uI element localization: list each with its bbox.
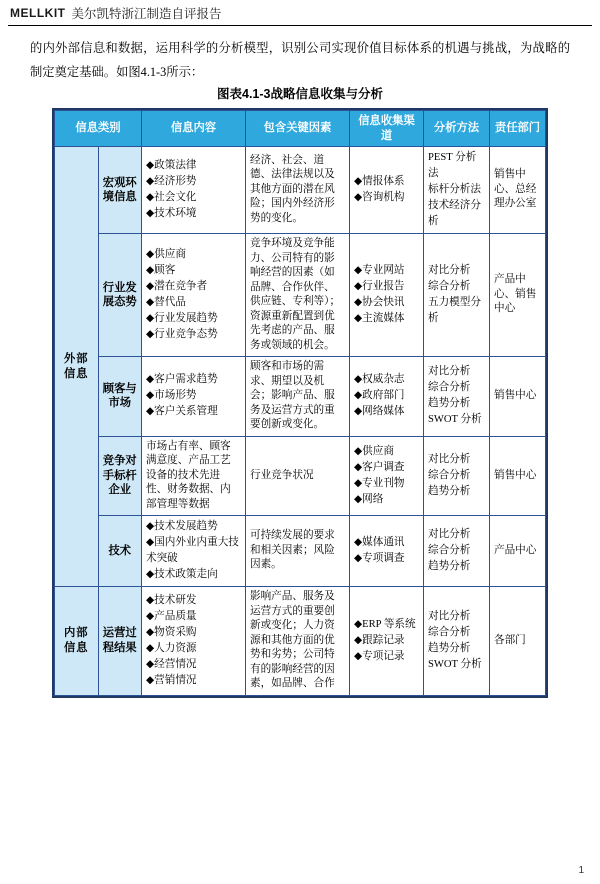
column-header-channel: 信息收集渠道 [350,111,424,147]
cell-channel: ◆供应商 ◆客户调查 ◆专业刊物 ◆网络 [350,436,424,516]
cell-channel: ◆情报体系 ◆咨询机构 [350,147,424,234]
cell-category-external: 外部信息 [55,147,99,587]
cell-factor: 行业竞争状况 [246,436,350,516]
cell-channel: ◆媒体通讯 ◆专项调查 [350,516,424,587]
cell-subcategory: 竞争对手标杆企业 [98,436,142,516]
cell-method: PEST 分析法 标杆分析法 技术经济分析 [424,147,490,234]
cell-method: 对比分析 综合分析 趋势分析 [424,436,490,516]
column-header-method: 分析方法 [424,111,490,147]
cell-subcategory: 运营过程结果 [98,587,142,696]
cell-factor: 顾客和市场的需求、期望以及机会；影响产品、服务及运营方式的重要创新或变化。 [246,357,350,437]
cell-channel: ◆ERP 等系统 ◆跟踪记录 ◆专项记录 [350,587,424,696]
table-header-row [55,111,546,147]
cell-method: 对比分析 综合分析 趋势分析 SWOT 分析 [424,357,490,437]
document-header [0,0,600,26]
table-row [55,234,546,357]
header-divider [8,25,592,26]
cell-owner: 销售中心 [490,436,546,516]
figure-caption: 图表4.1-3战略信息收集与分析 [217,87,383,101]
cell-subcategory: 行业发展态势 [98,234,142,357]
cell-channel: ◆专业网站 ◆行业报告 ◆协会快讯 ◆主流媒体 [350,234,424,357]
cell-owner: 各部门 [490,587,546,696]
cell-content: ◆技术发展趋势 ◆国内外业内重大技术突破 ◆技术政策走向 [142,516,246,587]
page-number: 1 [578,865,584,876]
column-header-owner: 责任部门 [490,111,546,147]
table-row [55,516,546,587]
table-row [55,587,546,696]
cell-subcategory: 宏观环境信息 [98,147,142,234]
cell-content: 市场占有率、顾客满意度、产品工艺设备的技术先进性、财务数据、内部管理等数据 [142,436,246,516]
cell-content: ◆政策法律 ◆经济形势 ◆社会文化 ◆技术环境 [142,147,246,234]
strategy-table [54,110,546,696]
cell-method: 对比分析 综合分析 趋势分析 [424,516,490,587]
brand-logo: MELLKIT [10,6,66,20]
cell-content: ◆技术研发 ◆产品质量 ◆物资采购 ◆人力资源 ◆经营情况 ◆营销情况 [142,587,246,696]
table-row [55,147,546,234]
cell-owner: 销售中心、总经理办公室 [490,147,546,234]
table-row [55,357,546,437]
cell-channel: ◆权威杂志 ◆政府部门 ◆网络媒体 [350,357,424,437]
cell-factor: 经济、社会、道德、法律法规以及其他方面的潜在风险；国内外经济形势的变化。 [246,147,350,234]
cell-factor: 可持续发展的要求和相关因素；风险因素。 [246,516,350,587]
cell-category-internal: 内部信息 [55,587,99,696]
column-header-category: 信息类别 [55,111,142,147]
cell-method: 对比分析 综合分析 趋势分析 SWOT 分析 [424,587,490,696]
cell-factor: 竞争环境及竞争能力、公司特有的影响经营的因素（如品牌、合作伙伴、供应链、专利等）；资源重新配置到优先考虑的产品、服务或领域的机会。 [246,234,350,357]
document-title: 美尔凯特浙江制造自评报告 [71,7,222,21]
table-row [55,436,546,516]
strategy-table-wrapper [52,108,548,698]
column-header-factor: 包含关键因素 [246,111,350,147]
cell-subcategory: 技术 [98,516,142,587]
cell-content: ◆供应商 ◆顾客 ◆潜在竞争者 ◆替代品 ◆行业发展趋势 ◆行业竞争态势 [142,234,246,357]
cell-factor: 影响产品、服务及运营方式的重要创新或变化；人力资源和其他方面的优势和劣势；公司特有的影响经营的因素，如品牌、合作 [246,587,350,696]
cell-owner: 销售中心 [490,357,546,437]
cell-subcategory: 顾客与市场 [98,357,142,437]
column-header-content: 信息内容 [142,111,246,147]
cell-content: ◆客户需求趋势 ◆市场形势 ◆客户关系管理 [142,357,246,437]
cell-owner: 产品中心 [490,516,546,587]
body-paragraph: 的内外部信息和数据，运用科学的分析模型，识别公司实现价值目标体系的机遇与挑战，为战略的制定奠定基础。如图4.1-3所示： [30,41,570,79]
table-body [55,147,546,696]
cell-method: 对比分析 综合分析 五力模型分析 [424,234,490,357]
cell-owner: 产品中心、销售中心 [490,234,546,357]
